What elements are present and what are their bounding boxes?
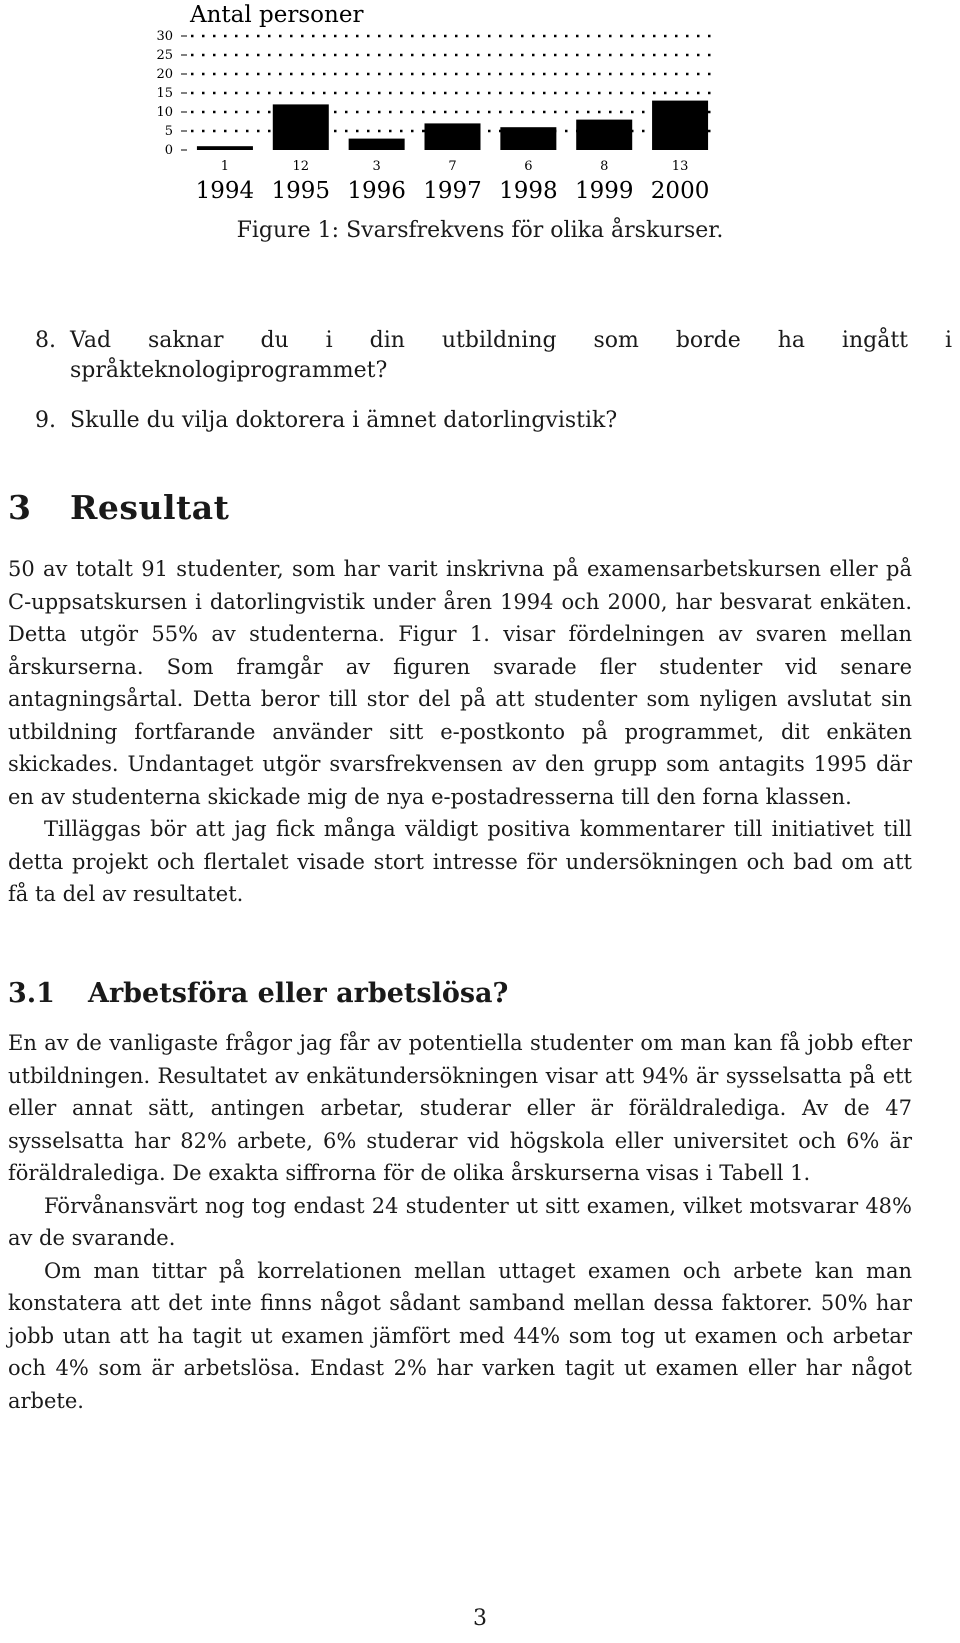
bar — [576, 120, 632, 150]
subsection-number: 3.1 — [8, 978, 55, 1009]
x-tick-label: 1996 — [347, 178, 406, 204]
data-label: 8 — [600, 159, 609, 174]
data-label: 3 — [372, 159, 381, 174]
section-title: Resultat — [70, 488, 230, 527]
question-text: Skulle du vilja doktorera i ämnet datorlingvistik? — [70, 408, 618, 433]
y-axis-label: Antal personer — [190, 2, 364, 28]
bar — [273, 104, 329, 150]
question-item — [0, 406, 960, 436]
x-tick-label: 1994 — [195, 178, 255, 204]
bar — [425, 123, 481, 150]
bar — [652, 101, 708, 150]
subsection-heading — [8, 978, 508, 1009]
question-number: 9. — [35, 408, 56, 433]
data-label: 13 — [671, 159, 689, 174]
question-text-cont: språkteknologiprogrammet? — [70, 358, 388, 383]
question-text: Vad saknar du i din utbildning som borde ha ingått i — [70, 328, 952, 353]
page-number: 3 — [473, 1606, 487, 1631]
data-label: 12 — [292, 159, 310, 174]
section-heading — [8, 488, 229, 527]
y-tick-label: 15 — [156, 86, 173, 101]
y-tick-label: 10 — [156, 105, 173, 120]
subsection-title: Arbetsföra eller arbetslösa? — [88, 978, 509, 1009]
paragraph: Förvånansvärt nog tog endast 24 studenter ut sitt examen, vilket motsvarar 48% av de svarande. — [8, 1193, 912, 1250]
bar — [197, 146, 253, 150]
x-tick-label: 1997 — [423, 178, 482, 204]
y-tick-label: 0 — [164, 143, 173, 158]
data-label: 7 — [448, 159, 457, 174]
data-label: 1 — [220, 159, 230, 174]
x-tick-label: 1995 — [271, 178, 331, 204]
data-label: 6 — [524, 159, 533, 174]
paragraph: Om man tittar på korrelationen mellan uttaget examen och arbete kan man konstatera att det inte finns något sådant samband mellan dessa faktorer. 50% har jobb utan att ha tagit ut examen jämfört med 44% som tog ut examen och arbetar och 4% som är arbetslösa. Endast 2% har varken tagit ut examen eller har något arbete. — [8, 1258, 912, 1413]
y-tick-label: 25 — [156, 48, 173, 63]
y-tick-label: 30 — [156, 29, 173, 44]
paragraph: 50 av totalt 91 studenter, som har varit inskrivna på examensarbetskursen eller på C-uppsatskursen i datorlingvistik under åren 1994 och 2000, har besvarat enkäten. Detta utgör 55% av studenterna. Figur 1. visar fördelningen av svaren mellan årskurserna. Som framgår av figuren svarade fler studenter vid senare antagningsårtal. Detta beror till stor del på att studenter som nyligen avslutat sin utbildning fortfarande använder sitt e-postkonto på programmet, dit enkäten skickades. Undantaget utgör svarsfrekvensen av den grupp som antagits 1995 där en av studenterna skickade mig de nya e-postadresserna till den forna klassen. — [8, 557, 912, 809]
x-tick-label: 1999 — [574, 178, 634, 204]
x-tick-label: 2000 — [650, 178, 710, 204]
question-number: 8. — [35, 328, 56, 353]
y-tick-label: 20 — [156, 67, 173, 82]
y-tick-label: 5 — [164, 124, 173, 139]
question-item — [0, 326, 960, 386]
bar — [349, 139, 405, 150]
x-tick-label: 1998 — [499, 178, 558, 204]
figure-caption: Figure 1: Svarsfrekvens för olika årskurser. — [236, 218, 724, 243]
bar-chart — [0, 0, 960, 210]
subsection-body — [8, 1027, 912, 1417]
paragraph: Tilläggas bör att jag fick många väldigt positiva kommentarer till initiativet till detta projekt och flertalet visade stort intresse för undersökningen och bad om att få ta del av resultatet. — [8, 817, 912, 906]
bar — [500, 127, 556, 150]
paragraph: En av de vanligaste frågor jag får av potentiella studenter om man kan få jobb efter utbildningen. Resultatet av enkätundersökningen visar att 94% är sysselsatta på ett eller annat sätt, antingen arbetar, studerar eller är föräldralediga. Av de 47 sysselsatta har 82% arbete, 6% studerar vid högskola eller universitet och 6% är föräldralediga. De exakta siffrorna för de olika årskurserna visas i Tabell 1. — [8, 1031, 912, 1185]
question-list — [0, 326, 960, 436]
section-number: 3 — [8, 488, 32, 527]
section-body — [8, 553, 912, 911]
